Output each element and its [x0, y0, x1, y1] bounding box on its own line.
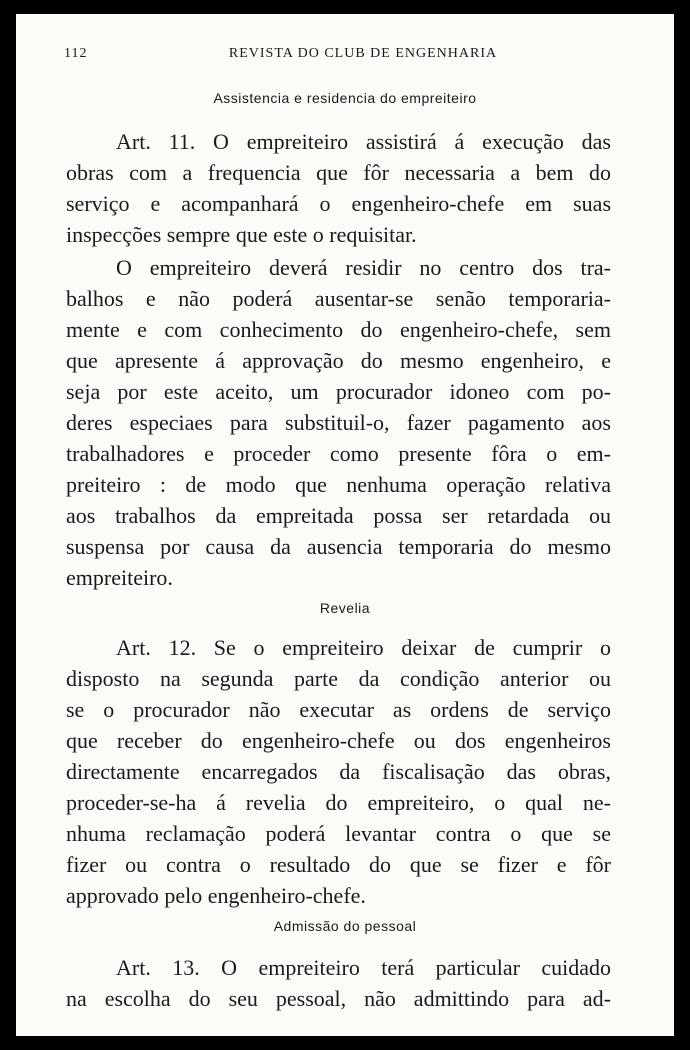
text-line: se o procurador não executar as ordens de serviço	[66, 697, 611, 722]
text-line: serviço e acompanhará o engenheiro-chefe em suas	[66, 191, 611, 216]
text-line: disposto na segunda parte da condição anterior ou	[66, 666, 611, 691]
text-line: directamente encarregados da fiscalisação das obras,	[66, 759, 611, 784]
paragraph-art-11	[66, 126, 611, 250]
text-line: deres especiaes para substituil-o, fazer pagamento aos	[66, 410, 611, 435]
text-line: approvado pelo engenheiro-chefe.	[66, 883, 366, 908]
section-title-admissao: Admissão do pessoal	[273, 918, 417, 934]
text-line: empreiteiro.	[66, 565, 173, 590]
text-line: mente e com conhecimento do engenheiro-chefe, sem	[66, 317, 611, 342]
text-line: Art. 11. O empreiteiro assistirá á execução das	[116, 129, 611, 154]
text-line: trabalhadores e proceder como presente fôra o em-	[66, 441, 611, 466]
text-line: fizer ou contra o resultado do que se fizer e fôr	[66, 852, 611, 877]
text-line: proceder-se-ha á revelia do empreiteiro, o qual ne-	[66, 790, 611, 815]
text-line: Art. 13. O empreiteiro terá particular cuidado	[116, 955, 611, 980]
text-line: Art. 12. Se o empreiteiro deixar de cumprir o	[116, 635, 611, 660]
text-line: na escolha do seu pessoal, não admittindo para ad-	[66, 986, 611, 1011]
text-line: obras com a frequencia que fôr necessaria a bem do	[66, 160, 611, 185]
text-line: inspecções sempre que este o requisitar.	[66, 222, 417, 247]
text-line: que apresente á approvação do mesmo engenheiro, e	[66, 348, 611, 373]
text-line: aos trabalhos da empreitada possa ser retardada ou	[66, 503, 611, 528]
running-title: REVISTA DO CLUB DE ENGENHARIA	[228, 46, 498, 61]
text-line: suspensa por causa da ausencia temporaria do mesmo	[66, 534, 611, 559]
text-line: preiteiro : de modo que nenhuma operação relativa	[66, 472, 611, 497]
section-title-assistencia: Assistencia e residencia do empreiteiro	[213, 90, 477, 106]
text-line: O empreiteiro deverá residir no centro dos tra-	[116, 255, 611, 280]
text-line: seja por este aceito, um procurador idoneo com po-	[66, 379, 611, 404]
page-header	[64, 46, 642, 68]
paragraph-art-12	[66, 632, 611, 911]
page-number: 112	[64, 46, 88, 61]
text-line: nhuma reclamação poderá levantar contra o que se	[66, 821, 611, 846]
text-line: que receber do engenheiro-chefe ou dos engenheiros	[66, 728, 611, 753]
paragraph-residencia	[66, 252, 611, 593]
section-title-revelia: Revelia	[319, 600, 371, 616]
text-line: balhos e não poderá ausentar-se senão temporaria-	[66, 286, 611, 311]
paragraph-art-13	[66, 952, 611, 1014]
book-page	[16, 14, 674, 1036]
